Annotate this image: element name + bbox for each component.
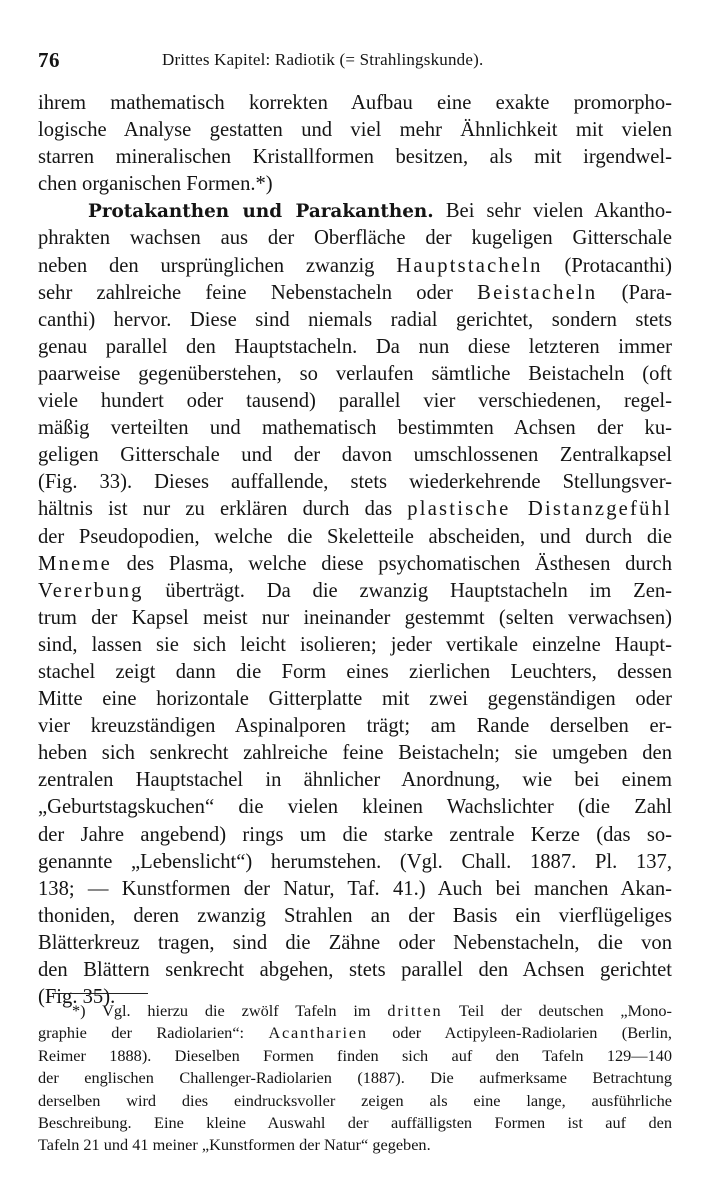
text-line: chen organischen Formen.*) xyxy=(38,173,273,196)
text-span: des Plasma, welche diese psychomatischen Ästhesen durch xyxy=(111,552,672,575)
text-line xyxy=(38,280,672,307)
text-line: (Fig. 33). Dieses auffallende, stets wiederkehrende Stellungsver- xyxy=(38,471,672,494)
text-line: canthi) hervor. Diese sind niemals radial gerichtet, sondern stets xyxy=(38,308,672,331)
text-line: ihrem mathematisch korrekten Aufbau eine exakte promorpho- xyxy=(38,92,672,114)
emphasized-term: plastische Distanzgefühl xyxy=(407,498,672,521)
text-span: sehr zahlreiche feine Nebenstacheln oder xyxy=(38,281,478,304)
text-span: (Protacanthi) xyxy=(542,254,672,277)
emphasized-term: Beistacheln xyxy=(477,281,598,304)
text-line xyxy=(38,253,672,280)
text-line: 138; — Kunstformen der Natur, Taf. 41.) Auch bei manchen Akan- xyxy=(38,877,672,900)
text-span: oder Actipyleen-Radiolarien (Berlin, xyxy=(367,1023,672,1043)
page-number: 76 xyxy=(38,48,60,72)
text-span: Bei sehr vielen Akantho- xyxy=(433,200,672,223)
emphasized-term: Mneme xyxy=(38,552,112,575)
text-line: stachel zeigt dann die Form eines zierlichen Leuchters, dessen xyxy=(38,660,672,683)
text-line: trum der Kapsel meist nur ineinander gestemmt (selten verwachsen) xyxy=(38,606,672,629)
text-line: (Fig. 35). xyxy=(38,986,116,1009)
footnote-divider xyxy=(52,993,148,994)
emphasized-term: Hauptstacheln xyxy=(396,254,543,277)
text-span: *) Vgl. hierzu die zwölf Tafeln im xyxy=(72,1001,388,1020)
text-span: Teil der deutschen „Mono- xyxy=(442,1001,672,1020)
text-line: Blätterkreuz tragen, sind die Zähne oder Nebenstacheln, die von xyxy=(38,931,672,954)
text-span: überträgt. Da die zwanzig Hauptstacheln im Zen- xyxy=(143,579,672,602)
footnote-line xyxy=(38,1022,672,1044)
text-line xyxy=(38,578,672,605)
text-line: zentralen Hauptstachel in ähnlicher Anordnung, wie bei einem xyxy=(38,769,672,792)
text-span: graphie der Radiolarien“: xyxy=(38,1023,269,1043)
emphasized-term: dritten xyxy=(387,1001,443,1020)
text-span: (Para- xyxy=(597,281,672,304)
text-line: genannte „Lebenslicht“) herumstehen. (Vgl. Chall. 1887. Pl. 137, xyxy=(38,850,672,873)
text-line: thoniden, deren zwanzig Strahlen an der Basis ein vierflügeliges xyxy=(38,904,672,927)
text-line xyxy=(38,551,672,578)
text-line: heben sich senkrecht zahlreiche feine Beistacheln; sie umgeben den xyxy=(38,742,672,765)
text-line: „Geburtstagskuchen“ die vielen kleinen Wachslichter (die Zahl xyxy=(38,796,672,819)
text-span: neben den ursprünglichen zwanzig xyxy=(38,254,397,277)
text-line: genau parallel den Hauptstacheln. Da nun diese letzteren immer xyxy=(38,335,672,358)
text-line: den Blättern senkrecht abgehen, stets parallel den Achsen gerichtet xyxy=(38,959,672,981)
footnote-line: der englischen Challenger-Radiolarien (1887). Die aufmerksame Betrachtung xyxy=(38,1068,672,1088)
text-line: paarweise gegenüberstehen, so verlaufen sämtliche Beistacheln (oft xyxy=(38,362,672,385)
text-line: Mitte eine horizontale Gitterplatte mit zwei gegenständigen oder xyxy=(38,688,672,711)
text-line: logische Analyse gestatten und viel mehr Ähnlichkeit mit vielen xyxy=(38,119,672,142)
text-line: mäßig verteilten und mathematisch bestimmten Achsen der ku- xyxy=(38,417,672,440)
footnote xyxy=(38,1000,672,1157)
emphasized-term: Vererbung xyxy=(38,579,144,602)
emphasized-term: Acantharien xyxy=(268,1023,368,1043)
text-line: der Pseudopodien, welche die Skeletteile abscheiden, und durch die xyxy=(38,525,672,548)
text-line: phrakten wachsen aus der Oberfläche der kugeligen Gitterschale xyxy=(38,227,672,250)
footnote-line: derselben wird dies eindrucksvoller zeigen als eine lange, ausführliche xyxy=(38,1090,672,1110)
text-line: vier kreuzständigen Aspinalporen trägt; am Rande derselben er- xyxy=(38,715,672,738)
text-line: der Jahre angebend) rings um die starke zentrale Kerze (das so- xyxy=(38,823,672,846)
footnote-line: Beschreibung. Eine kleine Auswahl der auffälligsten Formen ist auf den xyxy=(38,1112,672,1132)
text-line: starren mineralischen Kristallformen besitzen, als mit irgendwel- xyxy=(38,146,672,169)
footnote-line: Tafeln 21 und 41 meiner „Kunstformen der Natur“ gegeben. xyxy=(38,1135,431,1155)
text-line: sind, lassen sie sich leicht isolieren; jeder vertikale einzelne Haupt- xyxy=(38,633,672,656)
text-line: viele hundert oder tausend) parallel vier verschiedenen, regel- xyxy=(38,390,672,413)
text-line xyxy=(38,496,672,523)
main-text xyxy=(38,90,672,1011)
footnote-line: Reimer 1888). Dieselben Formen finden sich auf den Tafeln 129—140 xyxy=(38,1045,672,1065)
text-span: hältnis ist nur zu erklären durch das xyxy=(38,498,408,521)
running-head: Drittes Kapitel: Radiotik (= Strahlingskunde). xyxy=(162,50,484,69)
text-line: geligen Gitterschale und der davon umschlossenen Zentralkapsel xyxy=(38,444,672,467)
text-line xyxy=(38,198,672,225)
section-heading: Protakanthen und Parakanthen. xyxy=(88,201,434,223)
page-header xyxy=(38,48,674,74)
footnote-line xyxy=(38,1000,672,1022)
